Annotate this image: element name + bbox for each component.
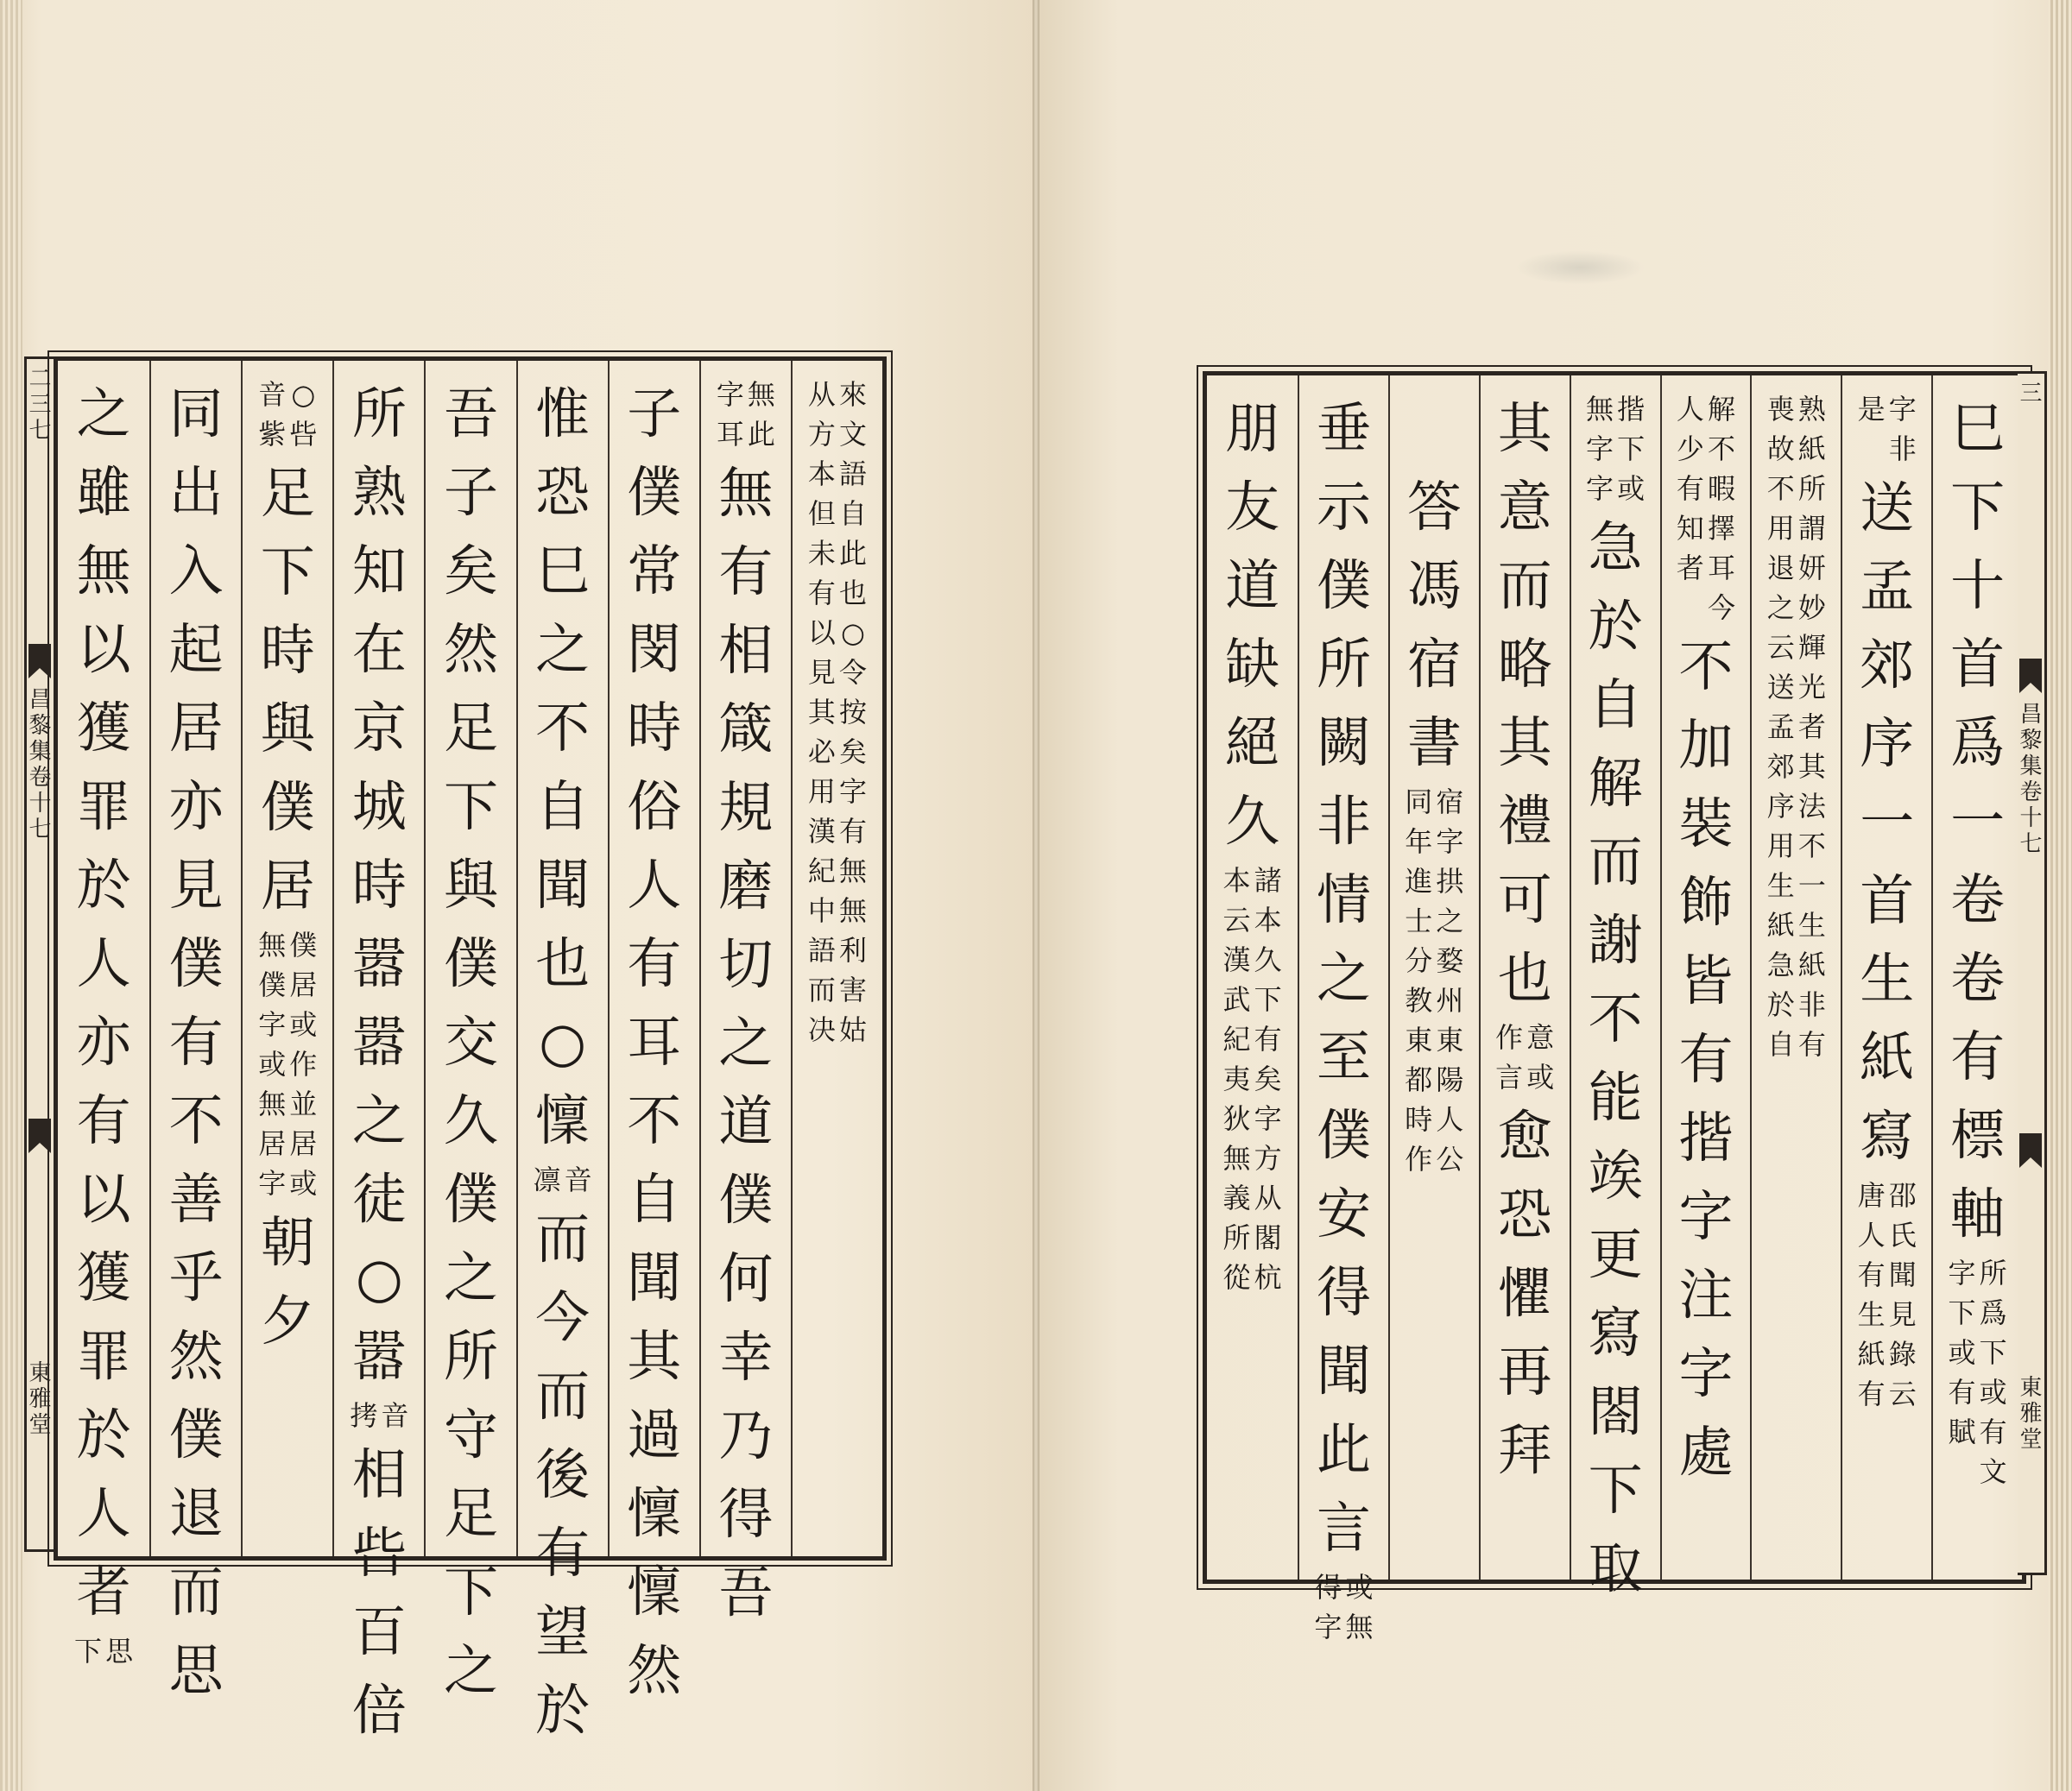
main-text: 吾 子 矣 然 足 下 與 僕 交 久 僕 之 所 守 足 下 之 [444, 382, 498, 1702]
annotation-line: 解 不 暇 擇 耳 今 [1707, 393, 1735, 624]
annotation-block [74, 1631, 133, 1671]
right-fish-tail-mark-lower [2019, 1133, 2042, 1168]
annotation-block [1314, 1567, 1373, 1647]
main-text: 相 呰 百 倍 [351, 1443, 407, 1742]
annotation-line: ○ 呰 [289, 378, 318, 451]
left-text-columns [58, 361, 882, 1742]
main-text: 答 馮 宿 書 [1406, 476, 1462, 774]
text-column [1570, 375, 1660, 1600]
annotation-line: 或 無 [1345, 1571, 1374, 1643]
annotation-line: 無 字 字 [1586, 393, 1614, 505]
left-fish-tail-mark [28, 644, 51, 678]
text-column [1207, 375, 1298, 1580]
main-text: 朋 友 道 缺 絕 久 [1225, 397, 1280, 853]
text-column [1388, 375, 1479, 1580]
text-column [1750, 375, 1841, 1580]
left-text-frame [54, 356, 887, 1742]
annotation-block [1495, 1018, 1554, 1097]
annotation-line: 揩 下 或 [1617, 393, 1646, 505]
main-text: 其 意 而 略 其 禮 可 也 [1497, 397, 1552, 1010]
annotation-line: 凛 [533, 1164, 561, 1196]
main-text: 無 有 相 箴 規 磨 切 之 道 僕 何 幸 乃 得 吾 [718, 462, 774, 1624]
main-text: 急 於 自 解 而 謝 不 能 竢 更 寫 閤 下 取 [1588, 516, 1643, 1600]
main-text: 巳 下 十 首 爲 一 卷 卷 有 標 軸 [1950, 397, 2006, 1246]
annotation-block [1949, 1253, 2007, 1491]
annotation-block [1405, 782, 1463, 1179]
main-text: 惟 恐 巳 之 不 自 聞 也 ○ 懍 [535, 382, 591, 1152]
annotation-block [1858, 1176, 1917, 1414]
annotation-line: 喪 故 不 用 退 之 云 送 孟 郊 序 用 生 紙 急 於 自 [1766, 393, 1795, 1061]
annotation-line: 來 文 語 自 此 也 ○ 令 按 矣 字 有 無 無 利 害 姑 [838, 378, 867, 1046]
text-column [516, 361, 608, 1742]
text-column [149, 361, 241, 1702]
annotation-line: 意 或 [1526, 1021, 1555, 1094]
right-spine-title: 昌 黎 集 卷 十 七 [2019, 702, 2043, 857]
main-text: 之 雖 無 以 獲 罪 於 人 亦 有 以 獲 罪 於 人 者 [76, 382, 131, 1624]
text-column [58, 361, 149, 1668]
main-text: 愈 恐 懼 再 拜 [1497, 1105, 1552, 1482]
main-text: 垂 示 僕 所 闕 非 情 之 至 僕 安 得 聞 此 言 [1316, 397, 1371, 1560]
text-column [791, 361, 882, 1556]
annotation-line: 拷 [350, 1399, 378, 1432]
text-column [608, 361, 699, 1702]
annotation-line: 得 字 [1314, 1571, 1342, 1643]
annotation-line: 音 紫 [258, 378, 287, 451]
text-column [1931, 375, 2022, 1580]
right-folio-number: 三 [2019, 381, 2043, 407]
main-text: 子 僕 常 閔 時 俗 人 有 耳 不 自 聞 其 過 懍 懍 然 [627, 382, 682, 1702]
left-page-edge [0, 0, 22, 1791]
binding-fold [1033, 0, 1039, 1791]
main-text: 所 熟 知 在 京 城 時 嚣 嚣 之 徒 ○ 嚣 [351, 382, 407, 1388]
annotation-line: 下 [74, 1635, 103, 1668]
annotation-block [258, 925, 317, 1203]
main-text: 朝 夕 [260, 1211, 315, 1353]
annotation-block [258, 375, 317, 454]
annotation-line: 作 言 [1495, 1021, 1524, 1094]
annotation-line: 音 [564, 1164, 592, 1196]
main-text: 同 出 入 起 居 亦 見 僕 有 不 善 乎 然 僕 退 而 思 [168, 382, 224, 1702]
text-column [1841, 375, 1931, 1580]
left-spine-press: 東 雅 堂 [28, 1360, 52, 1438]
text-column [1479, 375, 1570, 1580]
main-text: 送 孟 郊 序 一 首 生 紙 寫 [1860, 476, 1915, 1168]
left-spine-title: 昌 黎 集 卷 十 七 [28, 687, 52, 842]
main-text: 足 下 時 與 僕 居 [260, 462, 315, 918]
annotation-line: 邵 氏 聞 見 錄 云 [1888, 1179, 1917, 1410]
text-column [1298, 375, 1388, 1643]
annotation-line: 人 少 有 知 者 [1676, 393, 1704, 584]
text-column [424, 361, 515, 1702]
left-fish-tail-mark-lower [28, 1119, 51, 1153]
annotation-block [1586, 389, 1645, 508]
main-text: 不 加 裝 飾 皆 有 揩 字 注 字 處 [1678, 635, 1734, 1484]
annotation-block [1677, 389, 1735, 627]
right-text-frame [1203, 371, 2026, 1643]
text-column [699, 361, 791, 1624]
annotation-line: 同 年 進 士 分 教 東 都 時 作 [1405, 785, 1433, 1176]
left-block-heart [24, 356, 54, 1552]
annotation-line: 思 [105, 1635, 134, 1668]
annotation-line: 無 僕 字 或 無 居 字 [258, 929, 287, 1200]
left-folio-number: 二 三 七 [28, 366, 52, 444]
annotation-line: 無 此 [747, 378, 775, 451]
right-fish-tail-mark [2019, 659, 2042, 693]
main-text: 而 今 而 後 有 望 於 [535, 1208, 591, 1742]
annotation-line: 宿 字 拱 之 婺 州 東 陽 人 公 [1436, 785, 1464, 1176]
text-column [332, 361, 424, 1742]
annotation-block [808, 375, 867, 1050]
right-block-heart [2018, 371, 2047, 1575]
paper-stain [1515, 250, 1645, 285]
annotation-line: 是 [1857, 393, 1886, 426]
annotation-block [1767, 389, 1826, 1064]
annotation-line: 諸 本 久 下 有 矣 字 方 从 閣 杭 [1254, 864, 1282, 1294]
annotation-line: 僕 居 或 作 並 居 或 [289, 929, 318, 1200]
right-text-columns [1207, 375, 2022, 1643]
text-column [1660, 375, 1751, 1580]
annotation-line: 熟 紙 所 謂 妍 妙 輝 光 者 其 法 不 一 生 紙 非 有 [1797, 393, 1826, 1061]
annotation-line: 唐 人 有 生 紙 有 [1857, 1179, 1886, 1410]
annotation-line: 字 下 或 有 賦 [1948, 1257, 1976, 1448]
annotation-block [1223, 861, 1282, 1297]
right-page-edge [2048, 0, 2072, 1791]
annotation-line: 字 耳 [716, 378, 744, 451]
annotation-line: 字 非 [1888, 393, 1917, 465]
annotation-block [1858, 389, 1917, 469]
annotation-line: 从 方 本 但 未 有 以 見 其 必 用 漢 紀 中 語 而 决 [807, 378, 836, 1046]
text-column [241, 361, 332, 1556]
right-spine-press: 東 雅 堂 [2019, 1375, 2043, 1453]
annotation-block [534, 1160, 592, 1200]
annotation-line: 所 爲 下 或 有 文 [1979, 1257, 2007, 1488]
annotation-line: 音 [381, 1399, 409, 1432]
annotation-line: 本 云 漢 武 紀 夷 狄 無 義 所 從 [1222, 864, 1251, 1294]
annotation-block [717, 375, 775, 454]
annotation-block [350, 1396, 408, 1435]
